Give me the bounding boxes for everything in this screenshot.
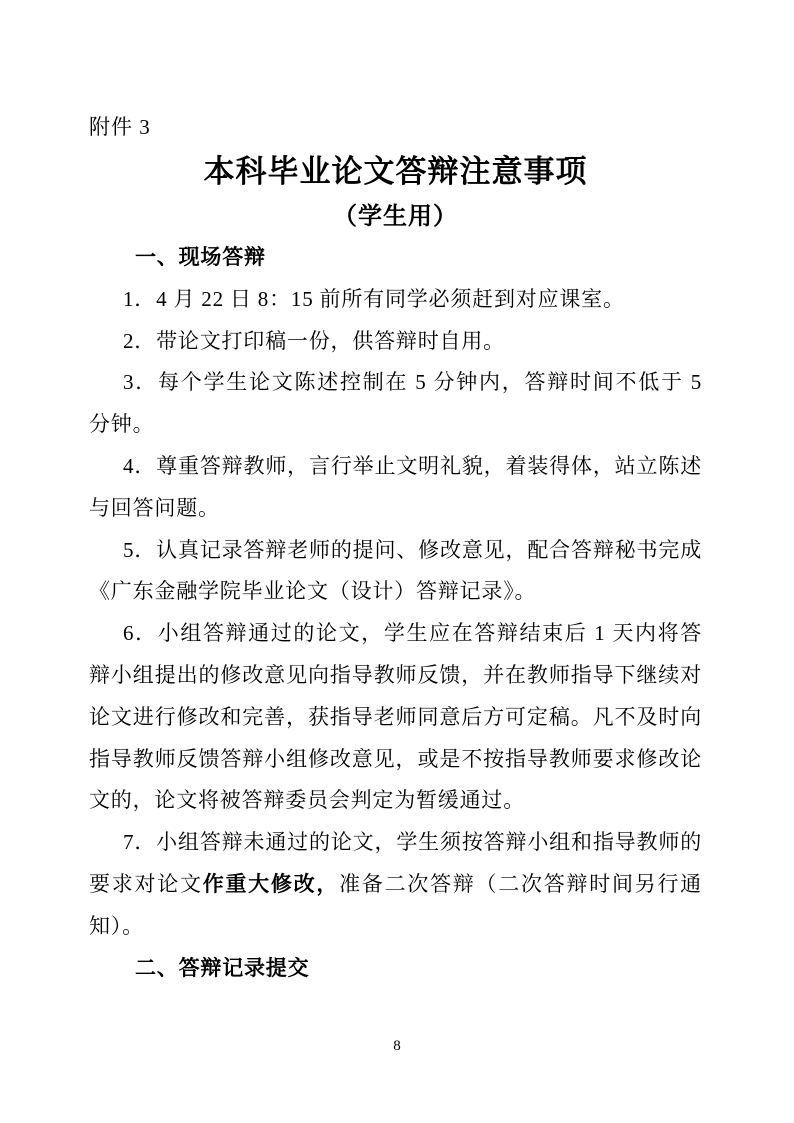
list-item-7-text-continued: 准备二次答辩（二次答辩时间另行通知）。 <box>89 871 702 938</box>
page-title: 本科毕业论文答辩注意事项 <box>203 154 588 189</box>
attachment-label: 附件 3 <box>89 115 151 139</box>
page-subtitle: （学生用） <box>333 204 458 230</box>
list-item-7-text: 7．小组答辩未通过的论文，学生须按答辩小组和指导教师的要求对论文 <box>89 830 702 896</box>
document-body <box>89 237 702 989</box>
list-item-6: 6．小组答辩通过的论文，学生应在答辩结束后 1 天内将答辩小组提出的修改意见向指导教师反馈，并在教师指导下继续对论文进行修改和完善，获指导老师同意后方可定稿。凡不及时向指导教师反馈答辩小组修改意见，或是不按指导教师要求修改论文的，论文将被答辩委员会判定为暂缓通过。 <box>89 621 702 813</box>
list-item-7 <box>89 822 702 947</box>
list-item-5: 5．认真记录答辩老师的提问、修改意见，配合答辩秘书完成《广东金融学院毕业论文（设计）答辩记录》。 <box>89 537 702 604</box>
list-item-1: 1．4 月 22 日 8：15 前所有同学必须赶到对应课室。 <box>123 286 625 311</box>
list-item-4: 4．尊重答辩教师，言行举止文明礼貌，着装得体，站立陈述与回答问题。 <box>89 453 702 520</box>
section-heading-onsite-defense: 一、现场答辩 <box>135 245 266 269</box>
page-number: 8 <box>393 1038 401 1054</box>
emphasis-major-revision: 作重大修改， <box>202 871 340 896</box>
list-item-2: 2．带论文打印稿一份，供答辩时自用。 <box>123 328 505 353</box>
list-item-3: 3．每个学生论文陈述控制在 5 分钟内，答辩时间不低于 5 分钟。 <box>89 370 702 437</box>
section-heading-defense-record-submission: 二、答辩记录提交 <box>135 955 310 980</box>
